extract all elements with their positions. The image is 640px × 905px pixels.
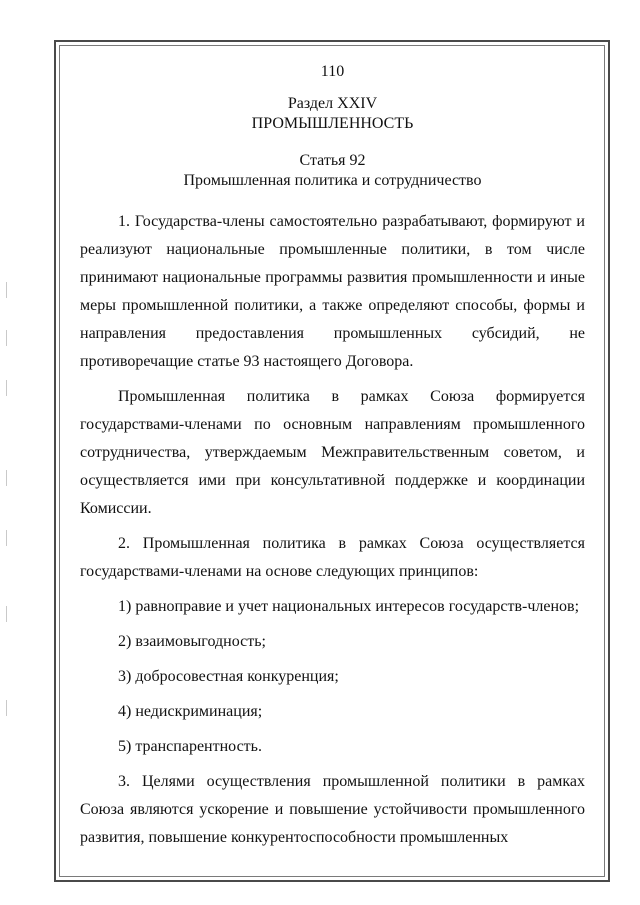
article-title: Промышленная политика и сотрудничество [183, 172, 482, 189]
section-number: Раздел XXIV [287, 95, 378, 112]
paragraph-3: 2. Промышленная политика в рамках Союза осуществляется государствами-членами на основе следующих принципов: [80, 535, 585, 580]
page-edge-marks [6, 0, 16, 905]
page-number: 110 [320, 63, 345, 80]
principle-4: 4) недискриминация; [118, 703, 263, 720]
section-heading [80, 94, 585, 134]
paragraph-2: Промышленная политика в рамках Союза формируется государствами-членами по основным направлениям промышленного сотрудничества, утверждаемым Межправительственным советом, и осуществляется ими при консультативной поддержке и координации Комиссии. [80, 388, 585, 517]
paragraph-4: 3. Целями осуществления промышленной политики в рамках Союза являются ускорение и повышение устойчивости промышленного развития, повышение конкурентоспособности промышленных [80, 773, 585, 846]
document-body [80, 58, 585, 859]
paragraph-1: 1. Государства-члены самостоятельно разрабатывают, формируют и реализуют национальные промышленные политики, в том числе принимают национальные программы развития промышленности и иные меры промышленной политики, а также определяют способы, формы и направления предоставления промышленных субсидий, не противоречащие статье 93 настоящего Договора. [80, 213, 585, 370]
principle-5: 5) транспарентность. [118, 738, 262, 755]
principle-1: 1) равноправие и учет национальных интересов государств-членов; [118, 598, 580, 615]
article-heading [80, 151, 585, 191]
principle-2: 2) взаимовыгодность; [118, 633, 266, 650]
principle-3: 3) добросовестная конкуренция; [118, 668, 339, 685]
article-number: Статья 92 [299, 152, 366, 169]
section-title: ПРОМЫШЛЕННОСТЬ [251, 115, 414, 132]
